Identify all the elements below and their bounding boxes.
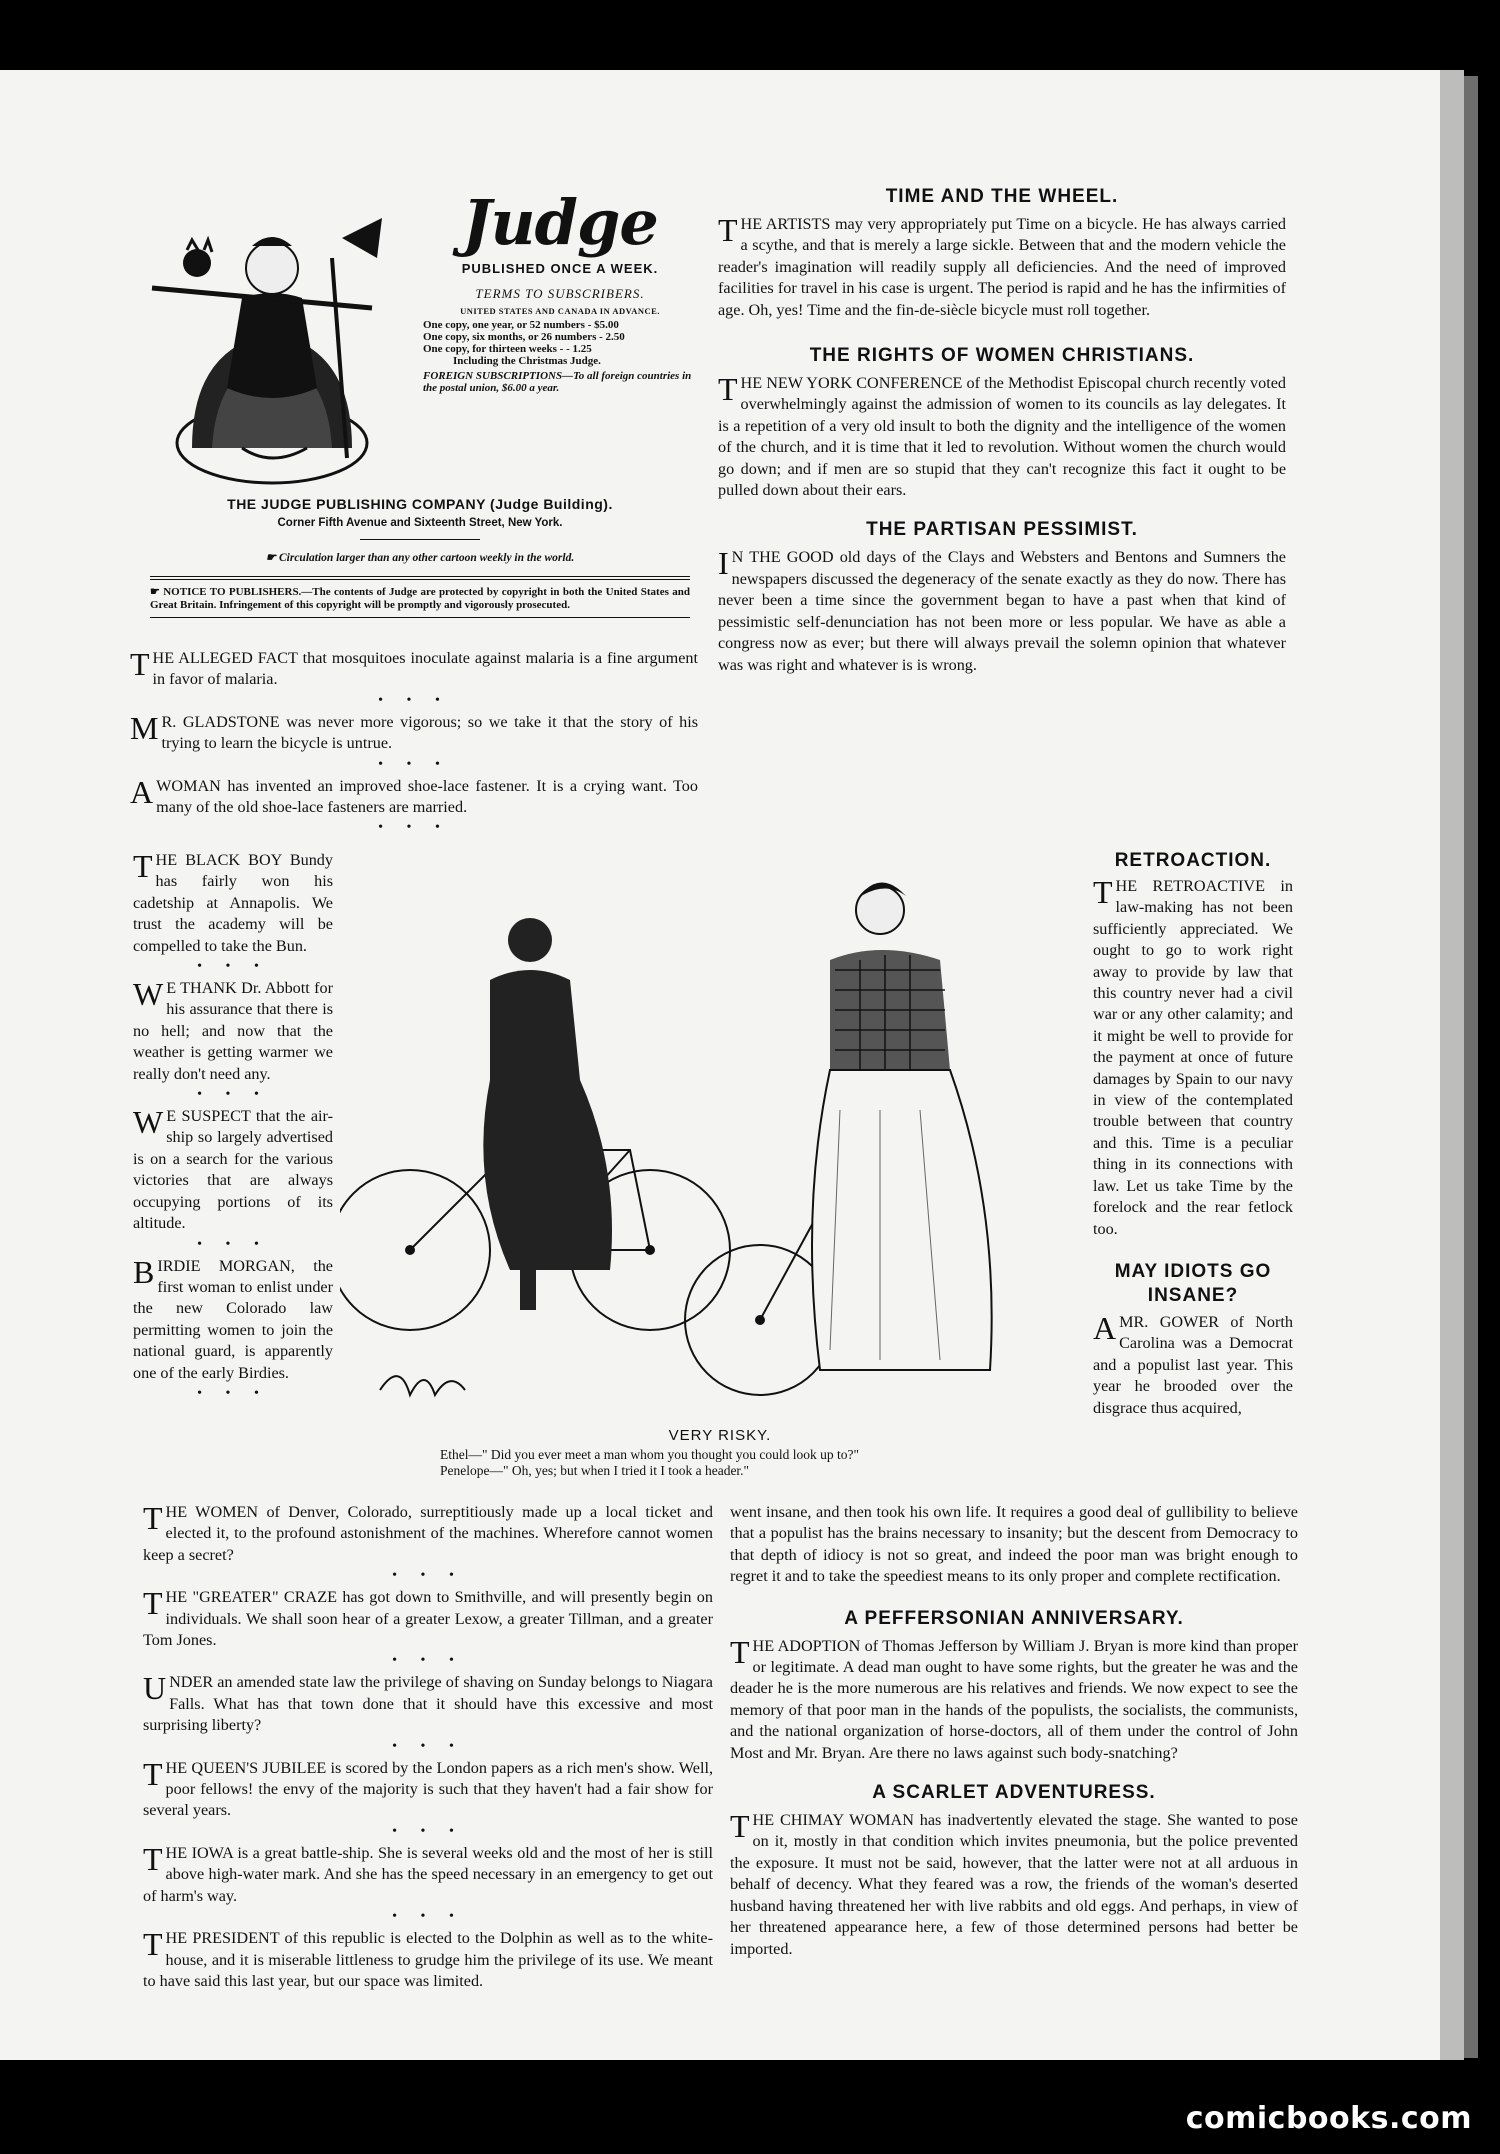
right-top-column — [718, 186, 1286, 676]
divider — [360, 539, 480, 540]
separator-stars: • • • — [392, 1738, 464, 1754]
paragraph: THE NEW YORK CONFERENCE of the Methodist Episcopal church recently voted overwhelmingly against the admission of women to its councils as lay delegates. It is a repetition of a very old insult to both the dignity and the intelligence of the women of the church, and it is time that it led to revolution. Without women the church would go down; and if men are so stupid that they can't recognize this fact it ought to be pulled down about their ears. — [718, 371, 1286, 500]
separator-stars: • • • — [378, 820, 450, 836]
artist-signature — [380, 1376, 465, 1395]
caption-line: Ethel—" Did you ever meet a man whom you thought you could look up to?" — [440, 1447, 859, 1462]
paragraph: W E THANK Dr. Abbott for his assurance that there is no hell; and now that the weather is getting warmer we really don't need any. — [133, 976, 333, 1083]
publisher-address: Corner Fifth Avenue and Sixteenth Street, New York. — [277, 517, 563, 529]
paragraph: UNDER an amended state law the privilege of shaving on Sunday belongs to Niagara Falls. What has that town done that it should have this excessive and most surprising liberty? — [143, 1670, 713, 1735]
left-top-column — [130, 648, 698, 839]
judge-figure-illustration — [132, 198, 412, 488]
article-heading: A PEFFERSONIAN ANNIVERSARY. — [844, 1607, 1184, 1629]
page-spine-shadow — [1464, 76, 1478, 2058]
separator-stars: • • • — [197, 1385, 269, 1401]
paragraph: THE IOWA is a great battle-ship. She is several weeks old and the most of her is still above high-water mark. And she has the speed necessary in an emergency to get out of harm's way. — [143, 1840, 713, 1905]
paragraph: THE WOMEN of Denver, Colorado, surreptitiously made up a local ticket and elected it, to the profound astonishment of the machines. Wherefore cannot women keep a secret? — [143, 1500, 713, 1564]
circulation-text: Circulation larger than any other cartoon weekly in the world. — [278, 552, 575, 564]
paragraph: I N THE GOOD old days of the Clays and Websters and Bentons and Sumners the newspapers discussed the degeneracy of the senate exactly as they do now. There has never been a time since the government began to have a past when that kind of pessimistic self-denunciation has not been more or less popular. We have as able a congress now as ever; but there will always prevail the solemn opinion that whatever was was right and whatever is is wrong. — [718, 545, 1286, 674]
paragraph: W E SUSPECT that the air-ship so largely advertised is on a search for the various victories that are always occupying portions of its altitude. — [133, 1104, 333, 1233]
paragraph: THE ARTISTS may very appropriately put Time on a bicycle. He has always carried a scythe, and that is merely a large sickle. Between that and the modern vehicle the reader's imagination will readily supply all deficiencies. And the need of improved facilities for travel in his case is urgent. The period is rapid and he has the infirmities of age. Oh, yes! Time and the fin-de-siècle bicycle must roll together. — [718, 212, 1286, 319]
article-heading: A SCARLET ADVENTURESS. — [872, 1782, 1156, 1804]
paragraph: A WOMAN has invented an improved shoe-lace fastener. It is a crying want. Too many of the old shoe-lace fasteners are married. — [130, 773, 698, 817]
masthead — [415, 186, 705, 394]
paragraph: THE RETROACTIVE in law-making has not been sufficiently appreciated. We ought to go to work right away to provide by law that this country never had a civil war or any other calamity; and it might be well to provide for the payment at once of future damages by Spain to our navy in view of the contemplated trouble between that country and this. Time is a peculiar thing in its connections with law. Let us take Time by the forelock and the rear fetlock too. — [1093, 874, 1293, 1238]
terms-line: Including the Christmas Judge. — [453, 355, 601, 367]
terms-line: One copy, six months, or 26 numbers - 2.50 — [423, 331, 625, 343]
separator-stars: • • • — [378, 692, 450, 708]
caption-line: Penelope—" Oh, yes; but when I tried it I took a header." — [440, 1463, 750, 1478]
paragraph: THE PRESIDENT of this republic is elected to the Dolphin as well as to the white-house, and it is miserable littleness to grudge him the privilege of its use. We meant to have said this last year, but our space was limited. — [143, 1926, 713, 1990]
paragraph: THE ADOPTION of Thomas Jefferson by William J. Bryan is more kind than proper or legitimate. A dead man ought to have some rights, but the greater he was and the deader he is the more numerous are his relatives and friends. We now expect to see the memory of that poor man in the hands of the populists, the socialists, the communists, and the national organization of horse-doctors, all of them under the control of John Most and Mr. Bryan. Are there no laws against such body-snatching? — [730, 1633, 1298, 1762]
divider — [150, 579, 690, 580]
terms-heading: TERMS TO SUBSCRIBERS. — [475, 286, 645, 301]
illustration-caption — [420, 1427, 1020, 1479]
terms-line: One copy, one year, or 52 numbers - $5.00 — [423, 319, 619, 331]
notice-text: NOTICE TO PUBLISHERS.—The contents of Judge are protected by copyright in both the United States and Great Britain. Infringement of this copyright will be promptly and vigorously prosecuted. — [150, 586, 690, 611]
divider — [150, 617, 690, 618]
separator-stars: • • • — [392, 1568, 464, 1584]
pointing-hand-icon: ☛ — [265, 552, 279, 564]
separator-stars: • • • — [197, 1087, 269, 1103]
pointing-hand-icon: ☛ — [150, 586, 164, 598]
paragraph: A MR. GOWER of North Carolina was a Democrat and a populist last year. This year he brooded over the disgrace thus acquired, — [1093, 1309, 1293, 1417]
paragraph-continued: went insane, and then took his own life. It requires a good deal of gullibility to believe that a populist has the brains necessary to insanity; but the descent from Democracy to that depth of idiocy is not so great, and indeed the poor man was bright enough to regret it and to take the speediest means to its only proper and complete rectification. — [730, 1503, 1298, 1586]
divider — [150, 576, 690, 577]
right-bottom-column — [730, 1502, 1298, 1960]
page-spine — [1440, 70, 1464, 2060]
separator-stars: • • • — [197, 959, 269, 975]
watermark: comicbooks.com — [1185, 2101, 1472, 2136]
publisher-company: THE JUDGE PUBLISHING COMPANY (Judge Building). — [227, 496, 613, 512]
circulation-note — [150, 550, 690, 564]
terms-line: One copy, for thirteen weeks - - 1.25 — [423, 343, 592, 355]
article-heading: TIME AND THE WHEEL. — [885, 186, 1119, 207]
publisher-block — [150, 496, 690, 618]
article-heading: RETROACTION. — [1114, 850, 1272, 871]
paragraph: M R. GLADSTONE was never more vigorous; so we take it that the story of his trying to learn the bicycle is untrue. — [130, 709, 698, 753]
paragraph: THE BLACK BOY Bundy has fairly won his cadetship at Annapolis. We trust the academy will be compelled to take the Bun. — [133, 848, 333, 955]
very-risky-illustration — [340, 850, 1080, 1420]
paragraph: THE "GREATER" CRAZE has got down to Smithville, and will presently begin on individuals. We shall soon hear of a greater Lexow, a greater Tillman, and a greater Tom Jones. — [143, 1585, 713, 1650]
paragraph: THE QUEEN'S JUBILEE is scored by the London papers as a rich men's show. Well, poor fellows! the envy of the majority is such that they haven't had a fair show for several years. — [143, 1755, 713, 1820]
caption-title: VERY RISKY. — [668, 1427, 772, 1444]
retroaction-column — [1093, 850, 1293, 1419]
paragraph: BIRDIE MORGAN, the first woman to enlist under the new Colorado law permitting women to join the national guard, is apparently one of the early Birdies. — [133, 1253, 333, 1382]
masthead-published: PUBLISHED ONCE A WEEK. — [461, 261, 659, 276]
article-heading: THE RIGHTS OF WOMEN CHRISTIANS. — [809, 345, 1195, 367]
left-bottom-column — [143, 1502, 713, 1992]
terms-list — [415, 319, 705, 367]
magazine-page — [0, 70, 1440, 2060]
separator-stars: • • • — [197, 1236, 269, 1252]
left-narrow-column — [133, 850, 333, 1405]
article-heading: THE PARTISAN PESSIMIST. — [866, 519, 1138, 541]
masthead-title: Judge — [462, 186, 658, 259]
notice-to-publishers — [150, 586, 690, 612]
paragraph: THE ALLEGED FACT that mosquitoes inoculate against malaria is a fine argument in favor of malaria. — [130, 646, 698, 689]
article-heading: MAY IDIOTS GO INSANE? — [1114, 1260, 1272, 1306]
separator-stars: • • • — [378, 756, 450, 772]
paragraph: THE CHIMAY WOMAN has inadvertently elevated the stage. She wanted to pose on it, mostly in that condition which invites pneumonia, but the police prevented the exposure. It must not be said, however, that the latter were not at all arduous in behalf of decency. What they feared was a row, the friends of the woman's deserted husband having threatened her with live rabbits and old eggs. And perhaps, in view of her threatened appearance here, a few of those determined persons had better be imported. — [730, 1808, 1298, 1958]
terms-subheading: UNITED STATES AND CANADA IN ADVANCE. — [460, 306, 660, 316]
separator-stars: • • • — [392, 1909, 464, 1925]
separator-stars: • • • — [392, 1823, 464, 1839]
separator-stars: • • • — [392, 1653, 464, 1669]
foreign-subscriptions: FOREIGN SUBSCRIPTIONS—To all foreign countries in the postal union, $6.00 a year. — [423, 370, 692, 394]
